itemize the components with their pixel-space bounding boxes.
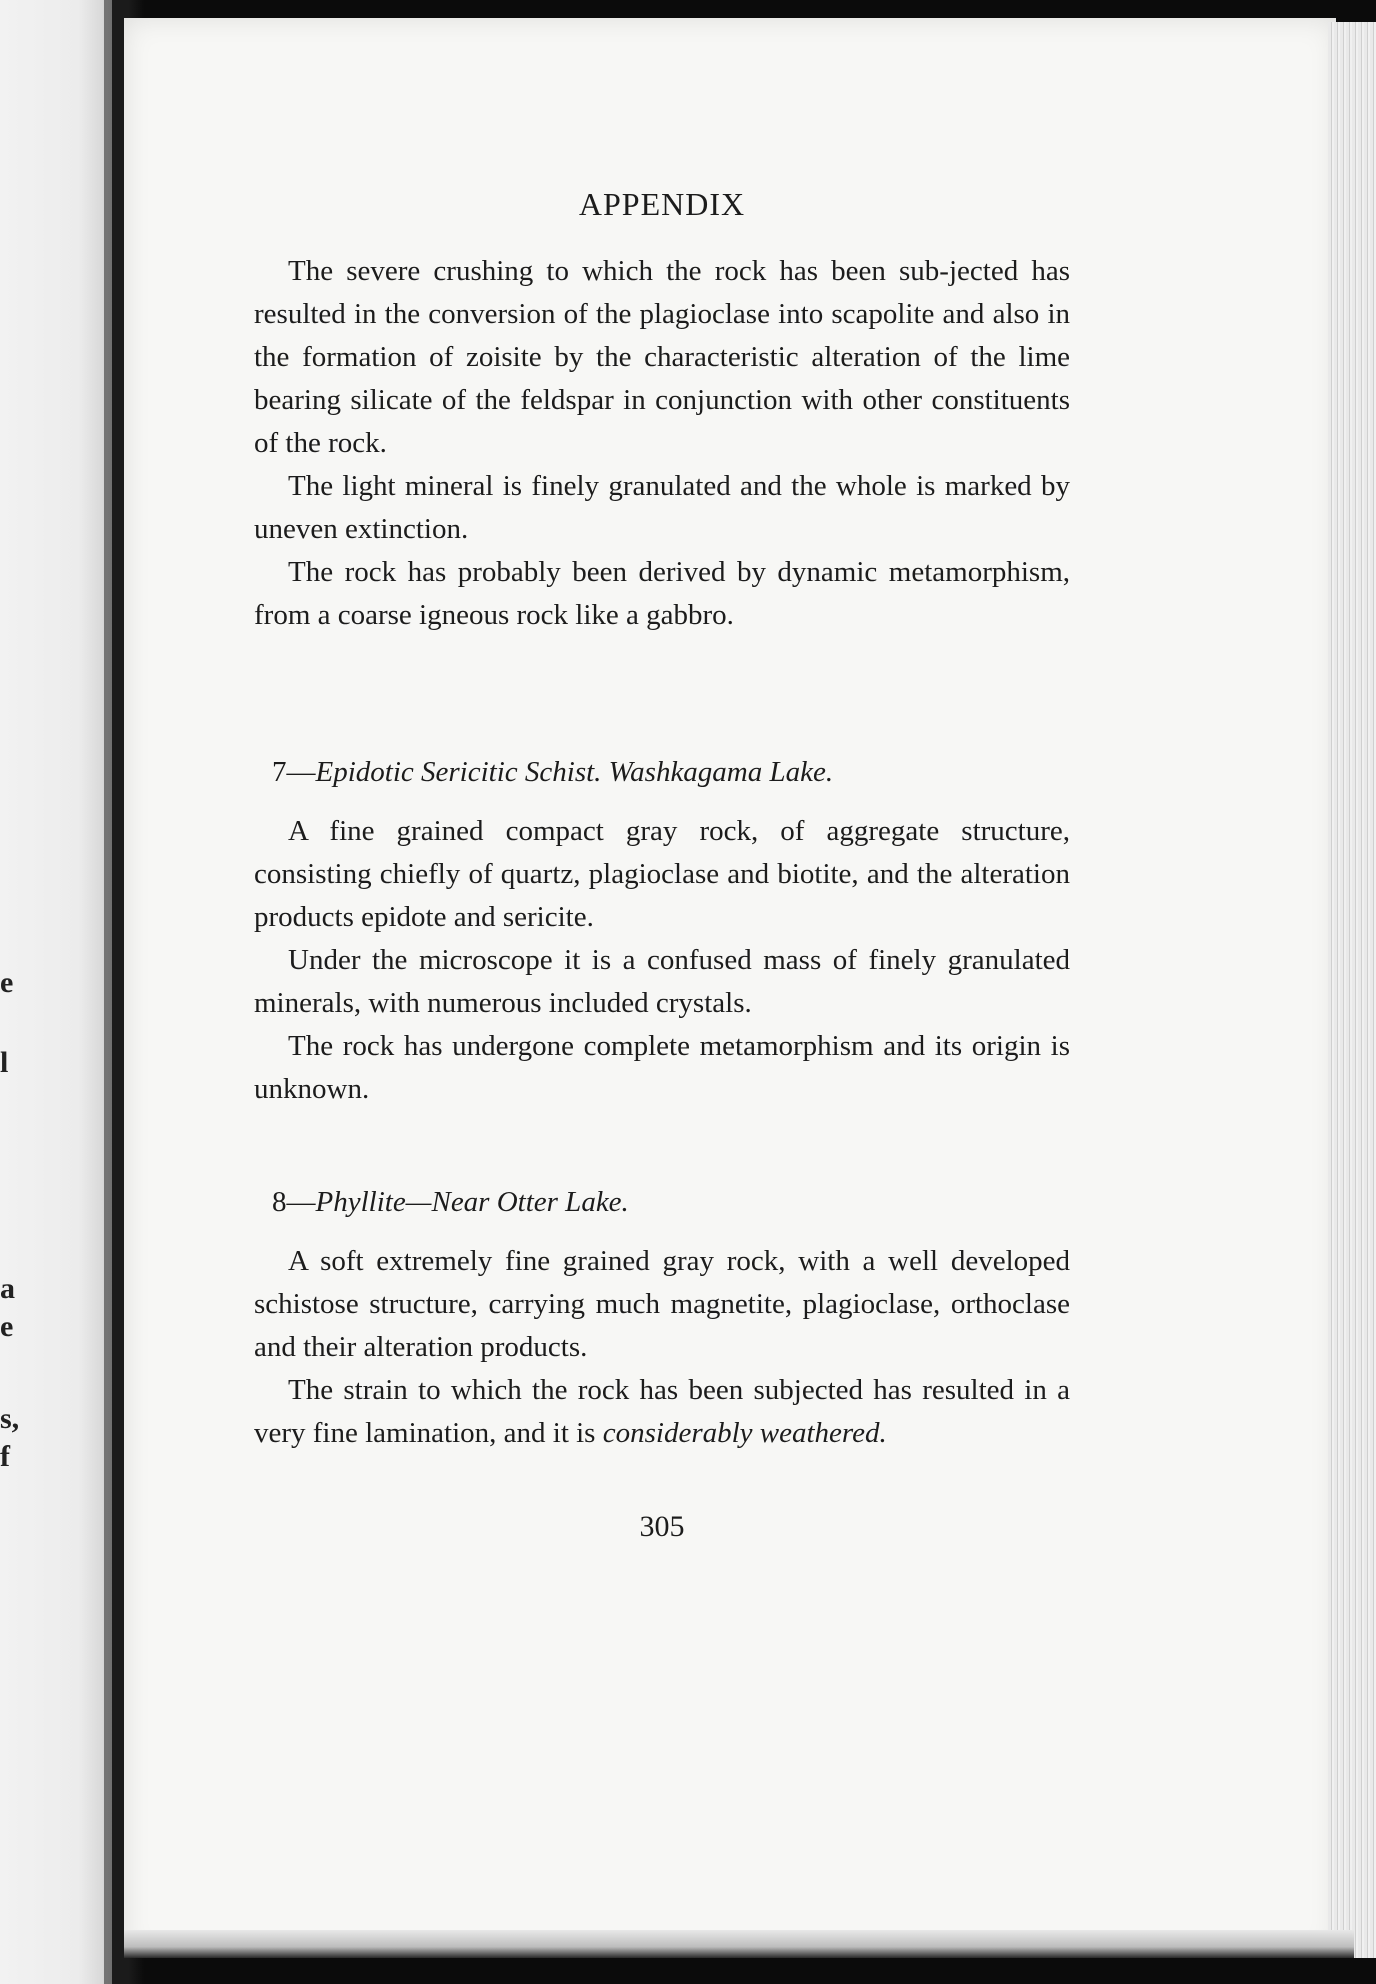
section-heading — [254, 1182, 1070, 1222]
section-number: 8— — [272, 1186, 316, 1218]
section-number: 7— — [272, 756, 316, 788]
section-title-text: Epidotic Sericitic Schist. Washkagama Lake. — [315, 756, 834, 788]
page-bottom-edge — [124, 1930, 1354, 1958]
paragraph: Under the microscope it is a confused mass of finely granulated minerals, with numerous included crystals. — [254, 944, 1070, 1019]
page-stack-edge — [1328, 22, 1376, 1958]
paragraph: The light mineral is finely granulated and the whole is marked by uneven extinction. — [254, 470, 1070, 545]
left-page-fragment: e — [0, 966, 14, 999]
left-page-fragment: f — [0, 1440, 10, 1473]
paragraph: The rock has undergone complete metamorphism and its origin is unknown. — [254, 1030, 1070, 1105]
section-8 — [254, 1182, 1070, 1455]
left-page-fragment: l — [0, 1046, 9, 1079]
left-page-fragment: e — [0, 1310, 14, 1343]
paragraph — [254, 1369, 1070, 1455]
page-binding-edge — [118, 0, 124, 1970]
section-7 — [254, 752, 1070, 1111]
page-number: 305 — [639, 1510, 685, 1543]
paragraph: A fine grained compact gray rock, of aggregate structure, consisting chiefly of quartz, plagioclase and biotite, and the alteration products epidote and sericite. — [254, 815, 1070, 933]
paragraph: A soft extremely fine grained gray rock, with a well developed schistose structure, carrying much magnetite, plagioclase, orthoclase and their alteration products. — [254, 1245, 1070, 1363]
left-page-fragment: s, — [0, 1402, 20, 1435]
paragraph: The rock has probably been derived by dynamic metamorphism, from a coarse igneous rock like a gabbro. — [254, 556, 1070, 631]
section-heading — [254, 752, 1070, 792]
previous-page-edge — [0, 0, 112, 1984]
paragraph-text: The strain to which the rock has been subjected has resulted in a very fine lamination, and it is — [254, 1374, 1070, 1449]
emphasis-text: considerably weathered. — [602, 1417, 887, 1449]
intro-section — [254, 250, 1070, 637]
page-title: APPENDIX — [578, 186, 746, 222]
left-page-fragment: a — [0, 1272, 15, 1305]
section-title-text: Phyllite—Near Otter Lake. — [315, 1186, 629, 1218]
paragraph: The severe crushing to which the rock has been sub-jected has resulted in the conversion of the plagioclase into scapolite and also in the formation of zoisite by the characteristic alteration of the lime bearing silicate of the feldspar in conjunction with other constituents of the rock. — [254, 255, 1070, 459]
